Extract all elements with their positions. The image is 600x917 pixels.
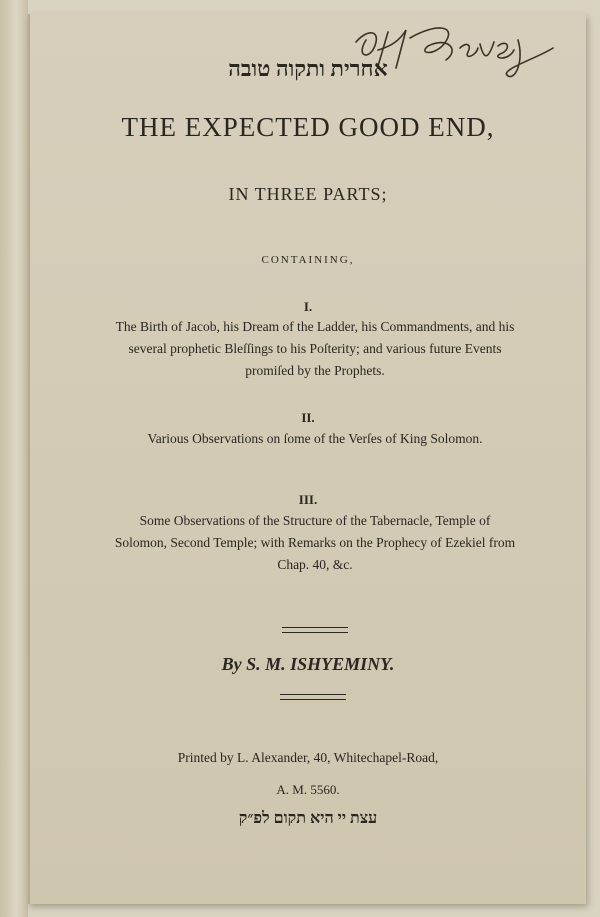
subtitle: IN THREE PARTS;: [228, 184, 388, 204]
publication-date: A. M. 5560.: [276, 782, 340, 797]
hebrew-footer: עצת יי היא תקום לפ״ק: [238, 810, 378, 827]
ornamental-rule-top: [282, 627, 348, 628]
part-numeral-1: I.: [303, 299, 313, 314]
ornamental-rule-bottom-thin: [280, 699, 346, 700]
ornamental-rule-bottom: [280, 694, 346, 695]
part-numeral-2: II.: [301, 410, 315, 425]
main-title: THE EXPECTED GOOD END,: [121, 112, 495, 142]
part-numeral-3: III.: [298, 492, 318, 507]
part-text-2: Various Observations on ſome of the Verſes of King Solomon.: [147, 431, 483, 446]
hebrew-title: אחרית ותקוה טובה: [228, 56, 388, 81]
book-binding-edge: [0, 0, 28, 917]
ornamental-rule-top-thin: [282, 632, 348, 633]
part-text-1: The Birth of Jacob, his Dream of the Ladder, his Commandments, and his several prophetic Bleſſings to his Poſterity; and various future Events promiſed by the Prophets.: [115, 319, 515, 378]
containing-label: CONTAINING,: [261, 254, 355, 266]
part-text-3: Some Observations of the Structure of the Tabernacle, Temple of Solomon, Second Temple; with Remarks on the Prophecy of Ezekiel from Chap. 40, &c.: [114, 513, 516, 572]
printer-imprint: Printed by L. Alexander, 40, Whitechapel-Road,: [177, 750, 439, 765]
author-line: By S. M. ISHYEMINY.: [221, 654, 395, 674]
title-page: [28, 14, 586, 904]
